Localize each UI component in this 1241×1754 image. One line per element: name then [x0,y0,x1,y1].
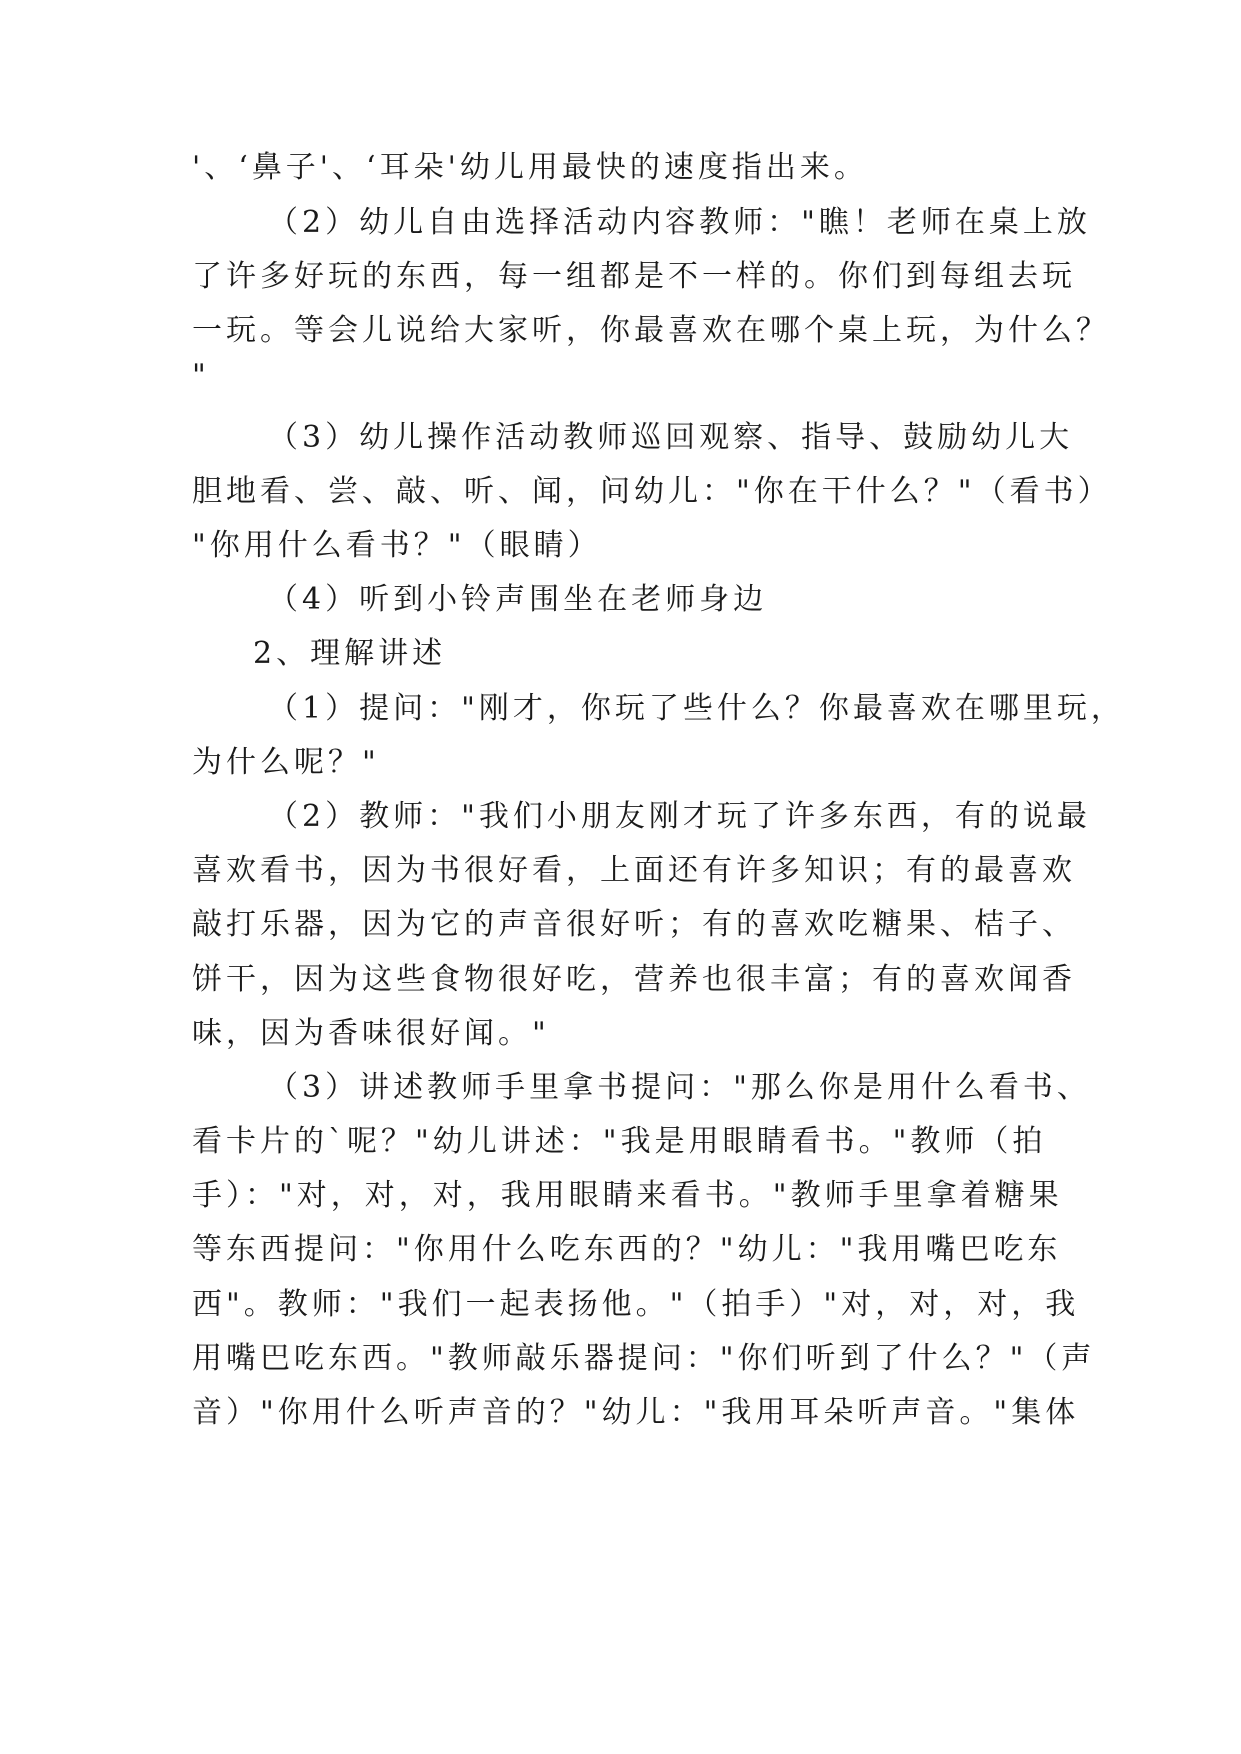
text-line: 为什么呢？" [192,745,380,780]
text-line: 一玩。等会儿说给大家听，你最喜欢在哪个桌上玩，为什么？ [192,313,1110,348]
text-line: " [192,358,210,393]
text-line: （2）幼儿自由选择活动内容教师："瞧！老师在桌上放 [268,205,1091,240]
text-line: "你用什么看书？"（眼睛） [192,528,602,563]
text-line: 胆地看、尝、敲、听、闻，问幼儿："你在干什么？"（看书） [192,474,1112,509]
text-line: 喜欢看书，因为书很好看，上面还有许多知识；有的最喜欢 [192,853,1076,888]
text-line: （2）教师："我们小朋友刚才玩了许多东西，有的说最 [268,799,1091,834]
text-line: '、‘鼻子'、‘耳朵'幼儿用最快的速度指出来。 [192,150,868,185]
text-line: 音）"你用什么听声音的？"幼儿："我用耳朵听声音。"集体 [192,1395,1080,1430]
text-line: 手）："对，对，对，我用眼睛来看书。"教师手里拿着糖果 [192,1178,1063,1213]
text-line: （3）讲述教师手里拿书提问："那么你是用什么看书、 [268,1070,1091,1105]
text-line: （3）幼儿操作活动教师巡回观察、指导、鼓励幼儿大 [268,420,1074,455]
text-line: 味，因为香味很好闻。" [192,1016,550,1051]
text-line: 了许多好玩的东西，每一组都是不一样的。你们到每组去玩 [192,259,1076,294]
text-line: 看卡片的`呢？"幼儿讲述："我是用眼睛看书。"教师（拍 [192,1124,1047,1159]
text-line: 等东西提问："你用什么吃东西的？"幼儿："我用嘴巴吃东 [192,1232,1062,1267]
text-line: （1）提问："刚才，你玩了些什么？你最喜欢在哪里玩， [268,691,1125,726]
text-line: 西"。教师："我们一起表扬他。"（拍手）"对，对，对，我 [192,1287,1080,1322]
text-line: 2、理解讲述 [253,636,447,671]
text-line: 饼干，因为这些食物很好吃，营养也很丰富；有的喜欢闻香 [192,962,1076,997]
text-line: 敲打乐器，因为它的声音很好听；有的喜欢吃糖果、桔子、 [192,907,1076,942]
text-line: （4）听到小铃声围坐在老师身边 [268,582,768,617]
text-line: 用嘴巴吃东西。"教师敲乐器提问："你们听到了什么？"（声 [192,1341,1096,1376]
